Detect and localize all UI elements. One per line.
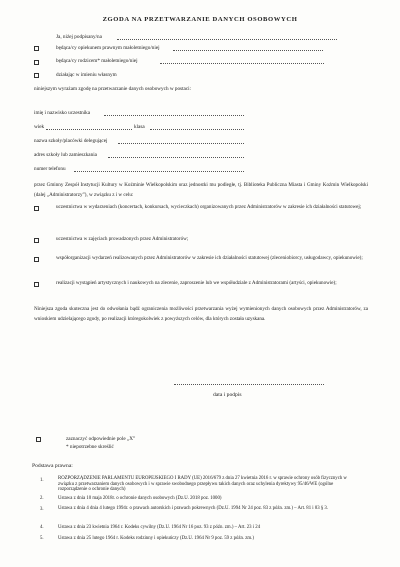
legal-basis-heading: Podstawa prawna: — [32, 463, 73, 469]
checkbox-purpose-classes[interactable] — [34, 238, 39, 243]
legal-item-data-protection-act: Ustawa z dnia 10 maja 2018r. o ochronie danych osobowych (Dz.U. 2018 poz. 1000) — [58, 496, 222, 501]
legal-number-4: 4. — [40, 525, 44, 530]
field-label-class: klasa — [134, 124, 145, 130]
field-class-input[interactable] — [150, 129, 244, 130]
legal-item-copyright-act: Ustawa z dnia 4 dnia 4 lutego 1994r. o prawach autorskich i prawach pokrewnych (Dz.U. 1994 Nr 24 poz. 83 z późn. zm.) – Art. 81 i 83 § 3. — [58, 506, 329, 511]
legal-number-1: 1. — [40, 478, 44, 483]
checkbox-purpose-performances[interactable] — [34, 282, 39, 287]
field-address-input[interactable] — [108, 157, 244, 158]
field-label-age: wiek — [34, 124, 45, 130]
field-label-school: nazwa szkoły/placówki delegującej — [34, 138, 108, 144]
checkbox-label-own-behalf: działając w imieniu własnym — [56, 72, 117, 78]
legal-number-2: 2. — [40, 496, 44, 501]
legal-item-family-code: Ustawa z dnia 25 lutego 1964 r. Kodeks rodzinny i opiekuńczy (Dz.U. 1964 Nr 9 poz. 59 z późn. zm.) — [58, 536, 254, 541]
legend-checkbox-icon — [36, 437, 41, 442]
purpose-classes-text: uczestnictwa w zajęciach prowadzonych przez Administratorów; — [56, 236, 189, 242]
signature-label: data i podpis — [213, 392, 242, 398]
legal-number-3: 3. — [40, 507, 44, 512]
field-name-input[interactable] — [104, 115, 244, 116]
purpose-events-text: uczestnictwa w wydarzeniach (koncertach, konkursach, wycieczkach) organizowanych przez Administratorów w zakresie ich działalności statutowej; — [56, 204, 362, 210]
intro-label: Ja, niżej podpisany/na — [56, 34, 102, 40]
checkbox-own-behalf[interactable] — [34, 73, 39, 78]
field-label-address: adres szkoły lub zamieszkania — [34, 152, 97, 158]
field-school-input[interactable] — [118, 143, 244, 144]
checkbox-label-legal-guardian: będąca/cy opiekunem prawnym małoletniego/niej — [56, 45, 160, 51]
field-label-phone: numer telefonu — [34, 166, 66, 172]
withdrawal-paragraph: Niniejsza zgoda skuteczna jest do odwołania bądź ograniczenia możliwości przetwarzania wyżej wymienionych danych osobowych przez Administratorów, za wnioskiem udzielającego zgody, po realizacji któregokolwiek z powyższych celów, dla których została uzyskana. — [34, 306, 368, 323]
purpose-coorganization-text: współorganizacji wydarzeń realizowanych przez Administratorów w zakresie ich działalności statutowej (zleceniobiorcy, usługodawcy, opiekunowie); — [56, 255, 363, 261]
field-age-input[interactable] — [46, 129, 132, 130]
purpose-performances-text: realizacji wystąpień artystycznych i naukowych na zlecenie, zaproszenie lub we współudziale z Administratorami (artyści, opiekunowie); — [56, 280, 337, 286]
guardian-fill-field[interactable] — [173, 50, 323, 51]
checkbox-purpose-coorganization[interactable] — [34, 257, 39, 262]
legal-item-civil-code: Ustawa z dnia 23 kwietnia 1964 r. Kodeks cywilny (Dz.U. 1964 Nr 16 poz. 93 z późn. zm.) – Art. 23 i 24 — [58, 525, 261, 530]
purpose-paragraph: przez Gminny Zespół Instytucji Kultury w Koźminie Wielkopolskim oraz jednostki mu podległe, tj. Biblioteka Publiczna Miasta i Gminy Koźmin Wielkopolski (dalej „Administratorzy”), w związku z i w celu: — [34, 182, 368, 199]
checkbox-parent[interactable] — [34, 60, 39, 65]
legal-item-gdpr: ROZPORZĄDZENIE PARLAMENTU EUROPEJSKIEGO I RADY (UE) 2016/679 z dnia 27 kwietnia 2016 r. w sprawie ochrony osób fizycznych w związku z przetwarzaniem danych osobowych i w sprawie swobodnego przepływu takich danych oraz uchylenia dyrektywy 95/46/WE (ogólne rozporządzenie o ochronie danych) — [58, 476, 347, 493]
field-phone-input[interactable] — [74, 171, 244, 172]
checkbox-purpose-events[interactable] — [34, 206, 39, 211]
checkbox-label-parent: będąca/cy rodzicem* małoletniego/niej — [56, 58, 138, 64]
parent-fill-field[interactable] — [160, 63, 324, 64]
intro-name-field[interactable] — [117, 39, 337, 40]
note-strike-out: * niepotrzebne skreślić — [66, 444, 114, 450]
note-mark-x: zaznaczyć odpowiednie pole „X” — [66, 436, 136, 442]
legal-number-5: 5. — [40, 536, 44, 541]
field-label-name: imię i nazwisko uczestnika — [34, 110, 91, 116]
checkbox-legal-guardian[interactable] — [34, 46, 39, 51]
signature-field[interactable] — [174, 384, 324, 385]
document-title: ZGODA NA PRZETWARZANIE DANYCH OSOBOWYCH — [102, 16, 298, 23]
consent-statement: niniejszym wyrażam zgodę na przetwarzanie danych osobowych w postaci: — [34, 86, 192, 92]
